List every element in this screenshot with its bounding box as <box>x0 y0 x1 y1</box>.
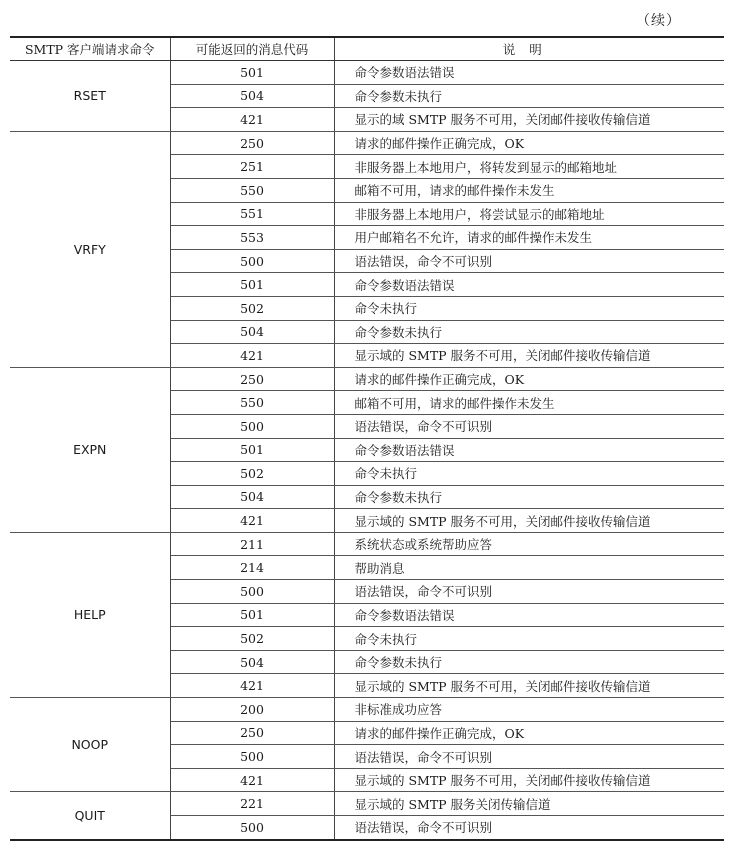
description-cell: 命令参数语法错误 <box>334 61 724 85</box>
description-cell: 显示域的 SMTP 服务关闭传输信道 <box>334 792 724 816</box>
description-cell: 命令参数未执行 <box>334 84 724 108</box>
description-cell: 命令参数未执行 <box>334 485 724 509</box>
code-cell: 504 <box>170 650 334 674</box>
code-cell: 250 <box>170 131 334 155</box>
code-cell: 421 <box>170 344 334 368</box>
description-cell: 邮箱不可用，请求的邮件操作未发生 <box>334 391 724 415</box>
command-cell-help: HELP <box>10 532 170 697</box>
description-cell: 命令参数语法错误 <box>334 273 724 297</box>
description-cell: 请求的邮件操作正确完成，OK <box>334 721 724 745</box>
description-cell: 显示域的 SMTP 服务不可用，关闭邮件接收传输信道 <box>334 674 724 698</box>
code-cell: 502 <box>170 627 334 651</box>
code-cell: 550 <box>170 178 334 202</box>
description-cell: 请求的邮件操作正确完成，OK <box>334 131 724 155</box>
code-cell: 500 <box>170 816 334 840</box>
code-cell: 421 <box>170 674 334 698</box>
description-cell: 帮助消息 <box>334 556 724 580</box>
code-cell: 211 <box>170 532 334 556</box>
code-cell: 504 <box>170 320 334 344</box>
code-cell: 421 <box>170 509 334 533</box>
description-cell: 命令参数未执行 <box>334 650 724 674</box>
description-cell: 命令未执行 <box>334 296 724 320</box>
table-body <box>10 61 724 840</box>
code-cell: 500 <box>170 249 334 273</box>
code-cell: 501 <box>170 273 334 297</box>
code-cell: 421 <box>170 108 334 132</box>
code-cell: 251 <box>170 155 334 179</box>
header-command: SMTP 客户端请求命令 <box>10 37 170 61</box>
table-header <box>10 37 724 61</box>
command-cell-rset: RSET <box>10 61 170 132</box>
description-cell: 非服务器上本地用户，将尝试显示的邮箱地址 <box>334 202 724 226</box>
description-cell: 邮箱不可用，请求的邮件操作未发生 <box>334 178 724 202</box>
description-cell: 命令未执行 <box>334 462 724 486</box>
code-cell: 214 <box>170 556 334 580</box>
smtp-response-table <box>10 36 724 841</box>
command-cell-expn: EXPN <box>10 367 170 532</box>
description-cell: 非标准成功应答 <box>334 698 724 722</box>
description-cell: 语法错误，命令不可识别 <box>334 816 724 840</box>
description-cell: 显示域的 SMTP 服务不可用，关闭邮件接收传输信道 <box>334 344 724 368</box>
code-cell: 551 <box>170 202 334 226</box>
code-cell: 501 <box>170 61 334 85</box>
description-cell: 系统状态或系统帮助应答 <box>334 532 724 556</box>
description-cell: 命令参数语法错误 <box>334 603 724 627</box>
command-cell-vrfy: VRFY <box>10 131 170 367</box>
code-cell: 500 <box>170 580 334 604</box>
code-cell: 200 <box>170 698 334 722</box>
description-cell: 显示的域 SMTP 服务不可用，关闭邮件接收传输信道 <box>334 108 724 132</box>
table-row <box>10 532 724 556</box>
description-cell: 非服务器上本地用户，将转发到显示的邮箱地址 <box>334 155 724 179</box>
code-cell: 501 <box>170 438 334 462</box>
code-cell: 421 <box>170 768 334 792</box>
header-row <box>10 37 724 61</box>
command-cell-noop: NOOP <box>10 698 170 792</box>
code-cell: 500 <box>170 745 334 769</box>
code-cell: 501 <box>170 603 334 627</box>
table-row <box>10 367 724 391</box>
description-cell: 语法错误，命令不可识别 <box>334 580 724 604</box>
header-description <box>334 37 724 61</box>
description-cell: 语法错误，命令不可识别 <box>334 249 724 273</box>
description-cell: 显示域的 SMTP 服务不可用，关闭邮件接收传输信道 <box>334 768 724 792</box>
header-description-label: 说明 <box>502 42 556 57</box>
code-cell: 500 <box>170 414 334 438</box>
table-row <box>10 131 724 155</box>
code-cell: 553 <box>170 226 334 250</box>
code-cell: 221 <box>170 792 334 816</box>
code-cell: 504 <box>170 485 334 509</box>
code-cell: 250 <box>170 367 334 391</box>
description-cell: 语法错误，命令不可识别 <box>334 745 724 769</box>
description-cell: 命令参数未执行 <box>334 320 724 344</box>
header-code: 可能返回的消息代码 <box>170 37 334 61</box>
command-cell-quit: QUIT <box>10 792 170 840</box>
table-row <box>10 792 724 816</box>
code-cell: 504 <box>170 84 334 108</box>
description-cell: 请求的邮件操作正确完成，OK <box>334 367 724 391</box>
code-cell: 502 <box>170 296 334 320</box>
description-cell: 用户邮箱名不允许，请求的邮件操作未发生 <box>334 226 724 250</box>
description-cell: 显示域的 SMTP 服务不可用，关闭邮件接收传输信道 <box>334 509 724 533</box>
code-cell: 250 <box>170 721 334 745</box>
table-row <box>10 61 724 85</box>
continued-note: （续） <box>636 13 681 29</box>
description-cell: 语法错误，命令不可识别 <box>334 414 724 438</box>
code-cell: 550 <box>170 391 334 415</box>
code-cell: 502 <box>170 462 334 486</box>
table-row <box>10 698 724 722</box>
description-cell: 命令未执行 <box>334 627 724 651</box>
description-cell: 命令参数语法错误 <box>334 438 724 462</box>
